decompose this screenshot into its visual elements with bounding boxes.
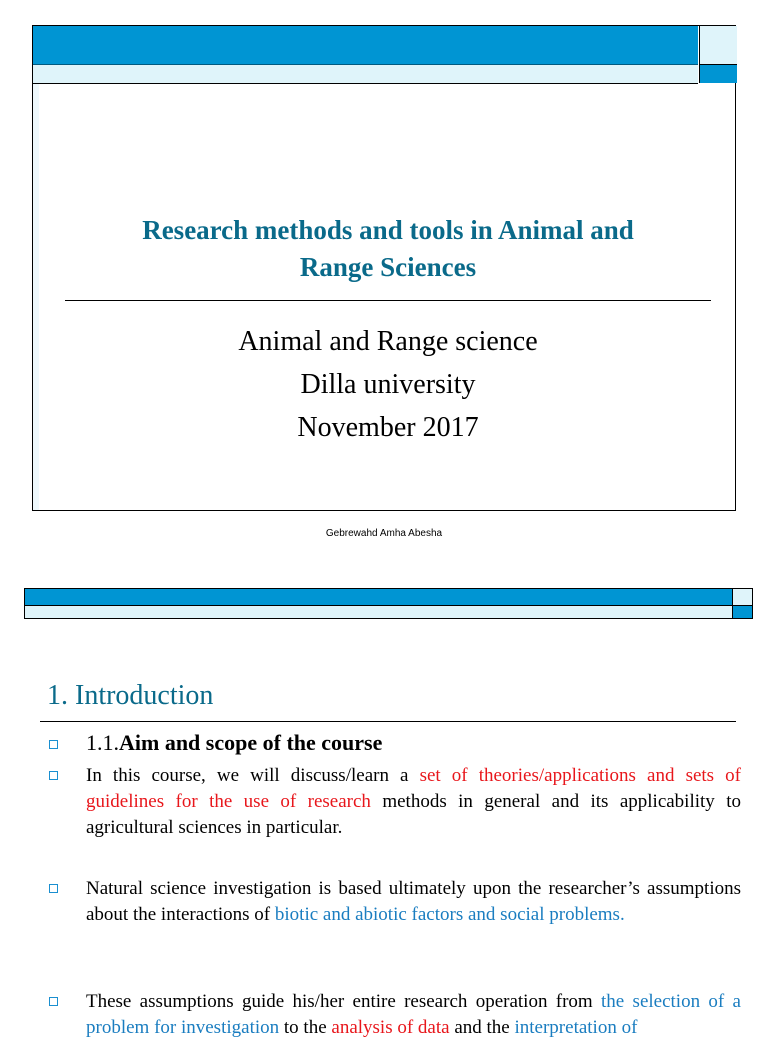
slide2-header-band-light bbox=[24, 606, 733, 619]
subtitle-department: Animal and Range science bbox=[238, 326, 538, 357]
slide-subtitle bbox=[73, 320, 703, 449]
header-band-dark bbox=[33, 26, 698, 65]
p1-text-a: In this course, we will discuss/learn a bbox=[86, 765, 420, 786]
header-corner-light bbox=[699, 26, 737, 65]
title-slide bbox=[32, 25, 736, 511]
heading-divider bbox=[40, 721, 736, 722]
p2-text-a: Natural science investigation is based ultimately upon the researcher’s assumptions about the interactions of bbox=[86, 878, 741, 925]
p2-highlight-blue: biotic and abiotic factors and social problems. bbox=[274, 904, 625, 925]
bullet-square-icon bbox=[49, 884, 58, 893]
subtitle-date: November 2017 bbox=[297, 412, 479, 443]
p3-highlight-blue-2: interpretation of bbox=[514, 1017, 638, 1038]
left-stripe bbox=[33, 84, 39, 510]
slide-title bbox=[73, 212, 703, 286]
slide2-header-corner-light bbox=[733, 588, 753, 606]
title-divider bbox=[65, 300, 711, 301]
slide-title-line1: Research methods and tools in Animal and bbox=[142, 215, 634, 245]
slide2-header-band-dark bbox=[24, 588, 733, 606]
p1-text-b: methods in general and its applicability to agricultural sciences in particular. bbox=[86, 791, 741, 838]
p3-text-a: These assumptions guide his/her entire research operation from bbox=[86, 991, 602, 1012]
slide2-header-corner-dark bbox=[733, 606, 753, 619]
paragraph-assumptions bbox=[86, 989, 741, 1041]
subtitle-university: Dilla university bbox=[300, 369, 476, 400]
aim-number: 1.1. bbox=[86, 730, 119, 755]
paragraph-natural-science bbox=[86, 876, 741, 928]
p3-highlight-blue-1: the selection of a problem for investigation bbox=[86, 991, 741, 1038]
bullet-square-icon bbox=[49, 771, 58, 780]
author-footer: Gebrewahd Amha Abesha bbox=[325, 528, 443, 539]
header-band-light bbox=[33, 65, 698, 84]
p3-highlight-red: analysis of data bbox=[331, 1017, 450, 1038]
slide-title-line2: Range Sciences bbox=[299, 252, 477, 282]
aim-scope-heading bbox=[86, 729, 382, 757]
section-heading: 1. Introduction bbox=[47, 680, 214, 711]
bullet-square-icon bbox=[49, 997, 58, 1006]
bullet-square-icon bbox=[49, 740, 58, 749]
p3-text-c: and the bbox=[449, 1017, 515, 1038]
paragraph-course-description bbox=[86, 763, 741, 841]
header-corner-dark bbox=[699, 65, 737, 83]
p3-text-b: to the bbox=[279, 1017, 332, 1038]
p1-highlight-red: set of theories/applications and sets of guidelines for the use of research bbox=[86, 765, 742, 812]
aim-title: Aim and scope of the course bbox=[119, 730, 383, 755]
